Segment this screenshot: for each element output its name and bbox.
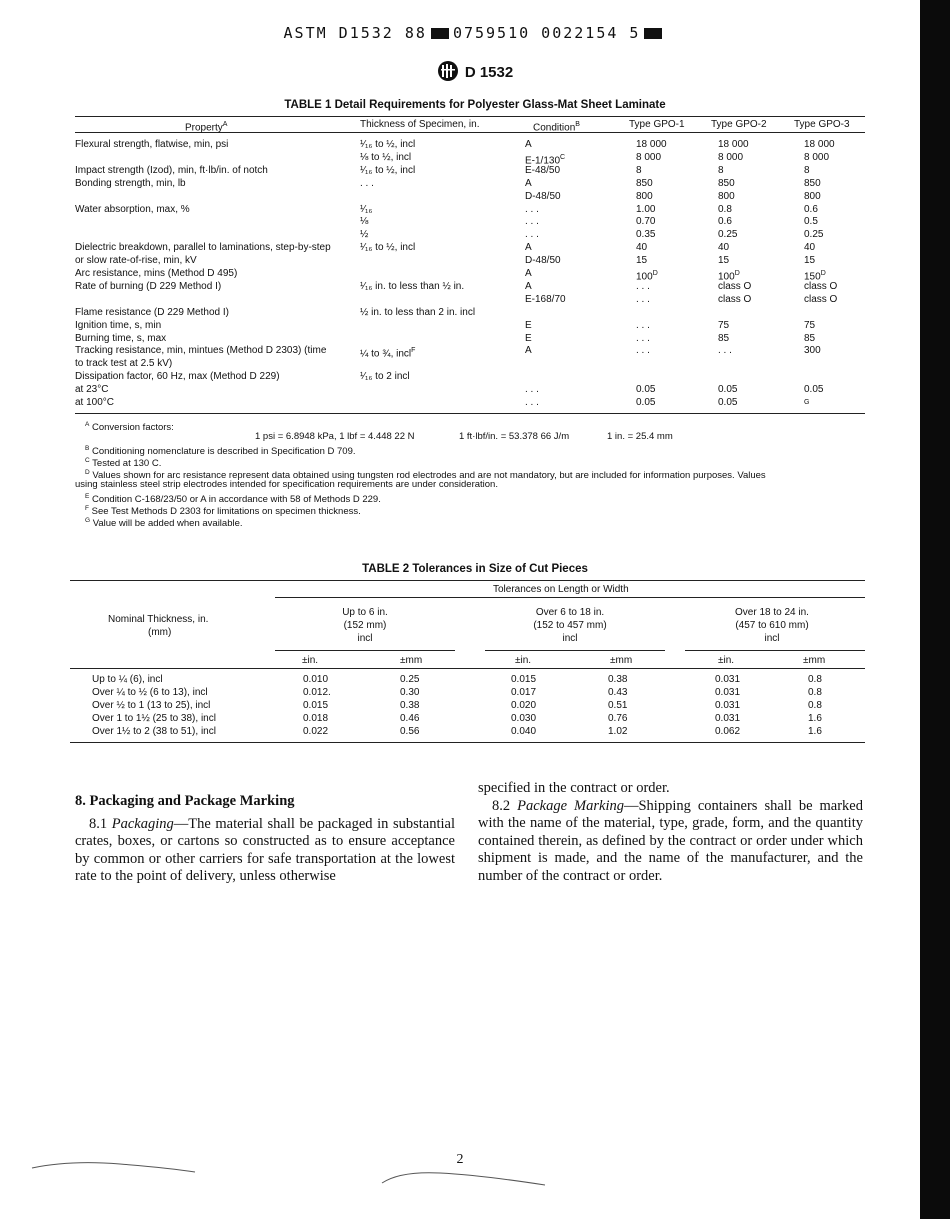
footnote-a: $^A$ Conversion factors: [85,421,174,434]
table2-cell: 0.012. [303,687,331,698]
table1-cell-gpo1: 0.05 [636,397,656,408]
group-2-line-2: (152 to 457 mm) [533,620,607,631]
table2-cell: 0.018 [303,713,329,724]
table2-cell: 0.56 [400,726,420,737]
table2-row-label: Up to ¼ (6), incl [92,674,163,685]
table1-cell-gpo1: $100^D$ [636,270,658,283]
table2-cell: 1.6 [808,726,822,737]
col-header-gpo2: Type GPO-2 [711,119,767,130]
unit-in-1: ±in. [302,655,319,666]
table2-cell: 0.040 [511,726,537,737]
table1-cell-gpo2: 0.05 [718,397,738,408]
table1-cell-gpo2: 850 [718,177,735,189]
conversion-3: 1 in. = 25.4 mm [607,431,673,442]
table2-cell: 1.6 [808,713,822,724]
doc-code-part2: 0759510 0022154 5 [452,24,641,42]
table1-cell-property: Water absorption, max, % [75,203,190,215]
table2-cell: 0.30 [400,687,420,698]
rule [685,650,865,651]
table1-cell-property: Flame resistance (D 229 Method I) [75,306,229,318]
table1-cell-condition: A [525,139,532,150]
table1-cell-thickness: ⅛ [360,216,369,228]
table1-cell-gpo1: 8 [636,164,642,176]
stub-header-1: Nominal Thickness, in. [108,614,209,625]
table1-cell-gpo3: 0.05 [804,384,824,396]
table1-cell-condition: . . . [525,216,539,228]
table1-cell-gpo1: . . . [636,319,650,331]
table1-cell-thickness: ⅛ to ½, incl [360,151,412,163]
table1-cell-condition: . . . [525,203,539,215]
table1-cell-gpo1: 18 000 [636,139,667,150]
table1-cell-gpo1: 800 [636,190,653,202]
table1-cell-gpo2: 18 000 [718,139,749,150]
pen-stroke-right [380,1165,550,1190]
table1-cell-gpo2: 0.8 [718,203,732,215]
pen-stroke-left [30,1158,200,1178]
table1-cell-gpo1: . . . [636,332,650,344]
table2-cell: 0.015 [511,674,537,685]
table1-cell-gpo2: . . . [718,345,732,357]
group-2-line-3: incl [562,633,578,644]
table1-cell-gpo2: 800 [718,190,735,202]
table2-cell: 0.38 [400,700,420,711]
table1-cell-condition: A [525,242,532,254]
group-1-line-3: incl [357,633,373,644]
rule [70,668,865,669]
col-header-thickness: Thickness of Specimen, in. [360,119,480,130]
table2-cell: 1.02 [608,726,628,737]
table2-row-label: Over ¼ to ½ (6 to 13), incl [92,687,208,698]
section8-left-column [75,793,455,886]
col-header-gpo3: Type GPO-3 [794,119,850,130]
section-heading: 8. Packaging and Package Marking [75,793,295,809]
table1-cell-condition: . . . [525,397,539,408]
table2-cell: 0.38 [608,674,628,685]
table1-cell-gpo1: 0.35 [636,229,656,241]
astm-logo-row [0,60,950,86]
table1-cell-condition: . . . [525,229,539,241]
table1-cell-gpo1: 40 [636,242,648,254]
table1-cell-property: Ignition time, s, min [75,319,162,331]
col-header-property: Property$^A$ [185,121,228,134]
section8-right-column [478,780,863,885]
table1-cell-gpo1: 0.70 [636,216,656,228]
table1-cell-property: Burning time, s, max [75,332,167,344]
group-2-line-1: Over 6 to 18 in. [535,607,605,618]
table2-cell: 0.017 [511,687,537,698]
table1-cell-property: to track test at 2.5 kV) [75,358,173,370]
table2-row-label: Over ½ to 1 (13 to 25), incl [92,700,211,711]
table1-cell-gpo2: 40 [718,242,730,254]
table2-cell: 0.010 [303,674,329,685]
doc-id: D 1532 [464,63,514,81]
table2-cell: 0.46 [400,713,420,724]
table1-cell-gpo2: 85 [718,332,730,344]
table1-cell-thickness: ¹⁄₁₆ in. to less than ½ in. [360,280,465,292]
table1-cell-gpo3: 18 000 [804,139,835,150]
table1-cell-condition: E [525,332,532,344]
table1-cell-gpo3: 15 [804,255,816,267]
paragraph-8-1: 8.1 Packaging—The material shall be packaged in substantial crates, boxes, or cartons so constructed as to ensure acceptance by common or other carriers for safe transportation at the lowest rate to the point of delivery, unless otherwise [75,815,455,884]
table1-cell-gpo2: 15 [718,255,730,267]
table2-cell: 0.031 [715,674,741,685]
table2-row-label: Over 1½ to 2 (38 to 51), incl [92,726,216,737]
table1-cell-thickness: ¹⁄₁₆ to ½, incl [360,242,416,254]
table1-cell-gpo3: class O [804,293,838,305]
table1-cell-gpo1: 850 [636,177,653,189]
table1-cell-gpo1: 15 [636,255,648,267]
table1-cell-gpo2: 0.25 [718,229,738,241]
table1-cell-thickness: . . . [360,177,374,189]
table1-title: TABLE 1 Detail Requirements for Polyester Glass-Mat Sheet Laminate [284,99,666,111]
table1-cell-condition: D-48/50 [525,190,561,202]
footnote-e: $^E$ Condition C-168/23/50 or A in accordance with 58 of Methods D 229. [85,493,381,506]
rule [275,597,865,598]
table1-cell-condition: E-168/70 [525,293,566,305]
rule [485,650,665,651]
span-header: Tolerances on Length or Width [493,584,629,595]
table1-cell-property: Tracking resistance, min, mintues (Method D 2303) (time [75,345,327,357]
table1-cell-gpo3: 8 [804,164,810,176]
table2-cell: 0.062 [715,726,741,737]
table2-cell: 0.51 [608,700,628,711]
table1-cell-condition: A [525,280,532,292]
col-header-condition: Condition$^B$ [533,121,580,134]
table1-cell-thickness: ½ in. to less than 2 in. incl [360,306,476,318]
table2-cell: 0.020 [511,700,537,711]
conversion-2: 1 ft·lbf/in. = 53.378 66 J/m [459,431,570,442]
table2-cell: 0.25 [400,674,420,685]
table1-cell-gpo3: 300 [804,345,821,357]
unit-mm-3: ±mm [803,655,826,666]
table1-cell-property: Dielectric breakdown, parallel to laminations, step-by-step [75,242,331,254]
table1-cell-condition: A [525,268,532,279]
table1-cell-condition: $E-1/130^C$ [525,153,566,167]
footnote-g: $^G$ Value will be added when available. [85,517,243,530]
table1-cell-thickness: ¼ to ¾, incl$^F$ [360,347,416,360]
table1-cell-property: or slow rate-of-rise, min, kV [75,255,197,267]
table1-cell-condition: D-48/50 [525,255,561,267]
table2-cell: 0.022 [303,726,329,737]
astm-logo-icon [437,60,459,86]
table1-cell-gpo2: class O [718,280,752,292]
scan-edge-bar [920,0,950,1219]
table1-cell-condition: E-48/50 [525,164,561,176]
table1-cell-gpo2: 75 [718,319,730,331]
table1-cell-gpo3: $150^D$ [804,270,826,283]
table2-cell: 0.015 [303,700,329,711]
table1-cell-gpo3: 40 [804,242,816,254]
table1-cell-gpo3: 800 [804,190,821,202]
table2-cell: 0.031 [715,700,741,711]
table1-cell-gpo1: 0.05 [636,384,656,396]
table1-cell-property: Bonding strength, min, lb [75,177,186,189]
table2-cell: 0.031 [715,687,741,698]
redaction-block [431,28,449,39]
table2-cell: 0.8 [808,674,822,685]
table1-cell-property: Rate of burning (D 229 Method I) [75,280,222,292]
rule [275,650,455,651]
group-3-line-2: (457 to 610 mm) [735,620,809,631]
table1-cell-thickness: ¹⁄₁₆ to 2 incl [360,371,410,383]
footnote-c: $^C$ Tested at 130 C. [85,457,162,470]
doc-code-part1: ASTM D1532 88 [283,24,427,42]
table1-cell-condition: A [525,345,532,357]
table1-cell-gpo3: 75 [804,319,816,331]
table1-cell-gpo1: . . . [636,280,650,292]
table2-row-label: Over 1 to 1½ (25 to 38), incl [92,713,216,724]
table1-cell-property: at 23°C [75,384,109,396]
table1-cell-gpo3: 850 [804,177,821,189]
rule [75,116,865,117]
table2-cell: 0.8 [808,687,822,698]
unit-mm-2: ±mm [610,655,633,666]
group-1-line-1: Up to 6 in. [342,607,388,618]
table1-cell-gpo2: 8 000 [718,151,744,163]
table2-cell: 0.76 [608,713,628,724]
table1-cell-gpo3: class O [804,280,838,292]
document-code-header [0,24,950,42]
table1-cell-gpo3: 0.5 [804,216,818,228]
table1-cell-gpo2: 8 [718,164,724,176]
table1-cell-thickness: ½ [360,229,369,241]
table1-cell-gpo2: $100^D$ [718,270,740,283]
table1-cell-gpo3: 0.25 [804,229,824,241]
footnote-d: $^D$ Values shown for arc resistance represent data obtained using tungsten rod electrodes and are not mandatory, but are included for information purposes. Values [85,469,766,482]
unit-mm-1: ±mm [400,655,423,666]
table1-cell-condition: E [525,319,532,331]
rule [70,742,865,743]
table1-cell-gpo3: G [804,399,810,406]
table1-cell-thickness: ¹⁄₁₆ to ½, incl [360,164,416,176]
table1-cell-gpo1: . . . [636,293,650,305]
stub-header-2: (mm) [148,627,172,638]
unit-in-2: ±in. [515,655,532,666]
table1-cell-gpo2: 0.05 [718,384,738,396]
table1-cell-gpo1: 1.00 [636,203,656,215]
table1-cell-property: Dissipation factor, 60 Hz, max (Method D 229) [75,371,280,383]
footnote-b: $^B$ Conditioning nomenclature is described in Specification D 709. [85,445,356,458]
table2-title: TABLE 2 Tolerances in Size of Cut Pieces [362,563,588,575]
table1-cell-thickness: ¹⁄₁₆ [360,203,373,215]
rule [75,413,865,414]
table1-cell-condition: A [525,177,532,189]
redaction-block [644,28,662,39]
group-1-line-2: (152 mm) [343,620,387,631]
table1-cell-gpo1: 8 000 [636,151,662,163]
paragraph-8-1-continued: specified in the contract or order. [478,780,670,796]
conversion-1: 1 psi = 6.8948 kPa, 1 lbf = 4.448 22 N [255,431,415,442]
table1-cell-condition: . . . [525,384,539,396]
unit-in-3: ±in. [718,655,735,666]
footnote-d-cont: using stainless steel strip electrodes intended for specification requirements are under consideration. [75,479,498,490]
table1-cell-gpo2: 0.6 [718,216,732,228]
group-3-line-1: Over 18 to 24 in. [735,607,809,618]
table1-cell-property: Arc resistance, mins (Method D 495) [75,268,238,279]
table2-cell: 0.43 [608,687,628,698]
rule [70,580,865,581]
table1-cell-gpo3: 85 [804,332,816,344]
group-3-line-3: incl [764,633,780,644]
table1-cell-property: Impact strength (Izod), min, ft·lb/in. of notch [75,164,268,176]
table2-cell: 0.8 [808,700,822,711]
table1-cell-thickness: ¹⁄₁₆ to ½, incl [360,139,416,150]
table1-cell-gpo3: 0.6 [804,203,818,215]
table2-cell: 0.030 [511,713,537,724]
table1-cell-gpo2: class O [718,293,752,305]
table1-cell-gpo3: 8 000 [804,151,830,163]
col-header-gpo1: Type GPO-1 [629,119,685,130]
footnote-f: $^F$ See Test Methods D 2303 for limitations on specimen thickness. [85,505,361,518]
table1-cell-property: Flexural strength, flatwise, min, psi [75,139,229,150]
page-number: 2 [456,1152,464,1167]
table1-cell-gpo1: . . . [636,345,650,357]
table2-cell: 0.031 [715,713,741,724]
table1-cell-property: at 100°C [75,397,115,408]
paragraph-8-2: 8.2 Package Marking—Shipping containers shall be marked with the name of the material, type, grade, form, and the quantity contained therein, as defined by the contract or order under which shipment is made, and the name of the manufacturer, and the number of the contract or order. [478,797,863,884]
